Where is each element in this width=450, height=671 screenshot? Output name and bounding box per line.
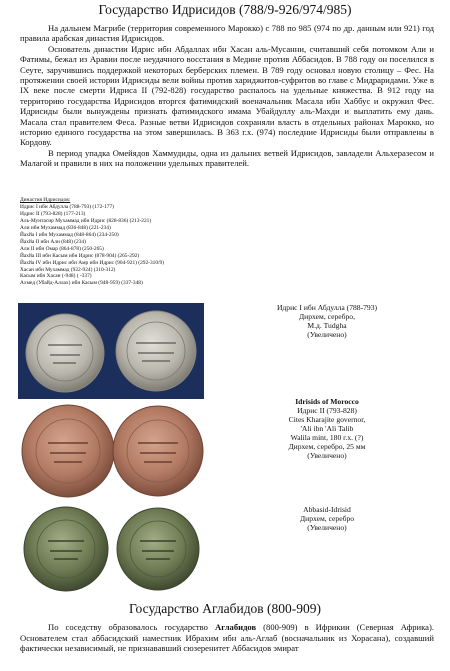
article-body — [20, 23, 434, 169]
ruler-item: Йахйа I ибн Мухаммад (848-864) (234-250) — [20, 231, 119, 238]
ruler-item: Идрис I ибн Абдулла (788-793) (172-177) — [20, 203, 114, 210]
ruler-item: Аль-Мунтасир Мухаммад ибн Идрис (828-836) (213-221) — [20, 217, 152, 224]
section-body-aghlabids — [20, 622, 434, 654]
ruler-item: Идрис II (793-828) (177-213) — [20, 210, 86, 217]
ruler-item: Йахйа II ибн Али (848) (234) — [20, 238, 86, 245]
ruler-item: Йахйа IV ибн Идрис ибн Амр ибн Идрис (904-921) (292-310/9) — [20, 259, 165, 266]
section-title-aghlabids: Государство Аглабидов (800-909) — [128, 601, 322, 616]
ruler-item: Али II ибн Омар (864-878) (250-265) — [20, 245, 104, 252]
coin-caption-3: Abbasid-Idrisid Дирхем, серебро (Увеличено) — [299, 505, 355, 532]
copper-coin-obverse — [22, 405, 114, 497]
paragraph-intro: На дальнем Магрибе (территория современного Марокко) с 788 по 985 (974 по др. данным или 921) год правила арабская династия Идрисидов. — [20, 23, 434, 44]
copper-coin-reverse — [113, 406, 203, 496]
paragraph-decline: В период упадка Омейядов Хаммудиды, одна из дальних ветвей Идрисидов, завладели Альхеразесом и Малагой и правили в них на положении удельных правителей. — [20, 147, 434, 169]
dynasty-heading: Династия Идрисидов: — [20, 197, 71, 203]
green-coin-reverse — [117, 508, 199, 590]
ruler-item: Ахмед (Убайд-Аллах) ибн Касым (948-959) (337-348) — [20, 280, 143, 287]
ruler-item: Касым ибн Хасан (-948) ( -337) — [20, 273, 92, 280]
ruler-item: Хасан ибн Мухаммад (922-924) (310-312) — [20, 266, 116, 273]
dynasty-list — [20, 197, 280, 287]
coin-photos — [18, 303, 204, 595]
coin-caption-1: Идрис I ибн Абдулла (788-793) Дирхем, серебро, М.д. Tudgha (Увеличено) — [276, 303, 378, 339]
coin-caption-2: Idrisids of Morocco Идрис II (793-828) Cites Kharajite governor, 'Ali ibn 'Ali Talib Walila mint, 180 г.х. (?) Дирхем, серебро, 25 мм (Увеличено) — [288, 397, 366, 460]
silver-coin-reverse — [116, 311, 196, 391]
green-coin-obverse — [24, 507, 108, 591]
ruler-item: Йахйа III ибн Касым ибн Идрис (878-904) (265-292) — [20, 252, 140, 259]
page-title: Государство Идрисидов (788/9-926/974/985) — [98, 2, 352, 17]
paragraph-history: Основатель династии Идрис ибн Абдаллах ибн Хасан аль-Мусанни, считавший себя потомком Али и Фатимы, бежал из Аравии после неудачного восстания в Медине против Аббасидов. В 788 году он поселился в Сеуте, заручившись поддержкой некоторых берберских племен. В 789 году основал новую столицу – Фес. На протяжении своей истории Идрисиды вели войны против хариджитов-суфритов во главе с Мидраридами. Уже в IX веке после смерти Идриса II (792-828) государство распалось на удельные княжества. В 912 году на территорию государства Идрисидов вторгся фатимидский военачальник Масала ибн Хаббус и окружил Фес. Идрисиды были вынуждены признать фатимидского имама Убайдуллу аль-Махди и выплатить ему дань. Масала стал правителем Феса. Разные ветви Идрисидов сохраняли власть в отдельных районах Марокко, но историю единого государства на этом завершилась. В 363 г.х. (974) последние Идрисиды были отправлены в Кордову. — [20, 43, 434, 148]
paragraph-aghlabids: По соседству образовалось государство Аглабидов (800-909) в Ифрикии (Северная Африка). Основателем стал аббасидский наместник Ибрахим ибн аль-Аглаб (восначальник из Хорасана), создавший фактически независимый, не признававший сюзеренитет Аббасидов эмират — [20, 622, 435, 654]
ruler-item: Али ибн Мухаммад (836-848) (221-234) — [20, 224, 111, 231]
silver-coin-obverse — [26, 314, 104, 392]
